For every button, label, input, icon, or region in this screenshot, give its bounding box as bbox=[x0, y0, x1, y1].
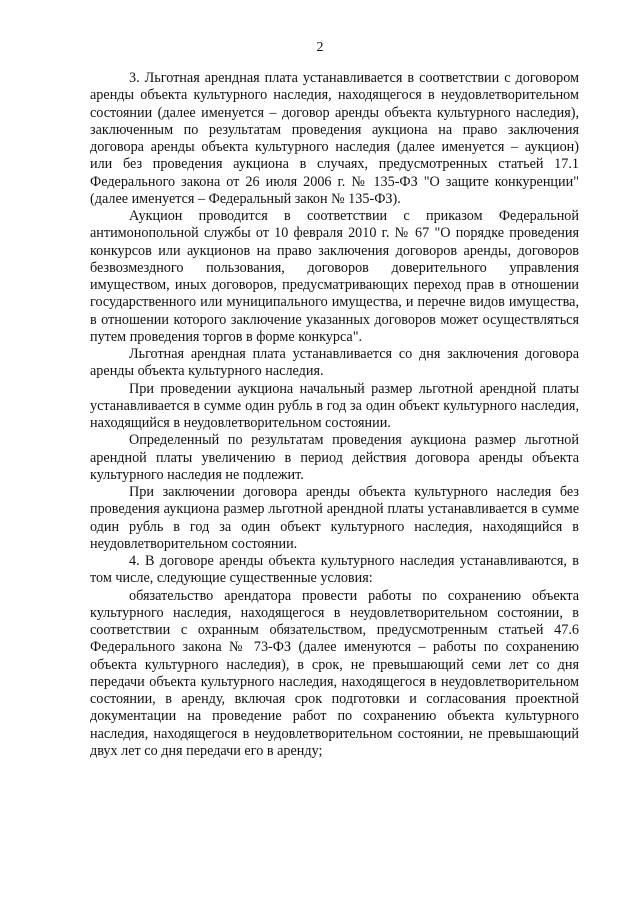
paragraph-no-auction-rent: При заключении договора аренды объекта культурного наследия без проведения аукциона размер льготной арендной платы устанавливается в сумме один рубль в год за один объект культурного наследия, находящийся в неудовлетворительном состоянии. bbox=[90, 484, 579, 552]
paragraph-tenant-obligation: обязательство арендатора провести работы по сохранению объекта культурного наследия, находящегося в неудовлетворительном состоянии, в соответствии с охранным обязательством, предусмотренным статьей 47.6 Федерального закона № 73-ФЗ (далее именуются – работы по сохранению объекта культурного наследия), в срок, не превышающий семи лет со дня передачи объекта культурного наследия, находящегося в неудовлетворительном состоянии, в аренду, включая срок подготовки и согласования проектной документации на проведение работ по сохранению объекта культурного наследия, находящегося в неудовлетворительном состоянии, не превышающий двух лет со дня передачи его в аренду; bbox=[90, 587, 579, 759]
paragraph-auction-order: Аукцион проводится в соответствии с приказом Федеральной антимонопольной службы от 10 февраля 2010 г. № 67 "О порядке проведения конкурсов или аукционов на право заключения договоров аренды, договоров безвозмездного пользования, договоров доверительного управления имуществом, иных договоров, предусматривающих переход прав в отношении государственного или муниципального имущества, и перечне видов имущества, в отношении которого заключение указанных договоров может осуществляться путем проведения торгов в форме конкурса". bbox=[90, 208, 579, 345]
document-body bbox=[90, 70, 579, 760]
paragraph-rent-fixed: Определенный по результатам проведения аукциона размер льготной арендной платы увеличению в период действия договора аренды объекта культурного наследия не подлежит. bbox=[90, 432, 579, 483]
page-number: 2 bbox=[316, 40, 324, 55]
paragraph-clause-4: 4. В договоре аренды объекта культурного наследия устанавливаются, в том числе, следующие существенные условия: bbox=[90, 553, 579, 587]
paragraph-clause-3: 3. Льготная арендная плата устанавливается в соответствии с договором аренды объекта культурного наследия, находящегося в неудовлетворительном состоянии (далее именуется – договор аренды объекта культурного наследия), заключенным по результатам проведения аукциона на право заключения договора аренды объекта культурного наследия (далее именуется – аукцион) или без проведения аукциона в случаях, предусмотренных статьей 17.1 Федерального закона от 26 июля 2006 г. № 135-ФЗ "О защите конкуренции" (далее именуется – Федеральный закон № 135-ФЗ). bbox=[90, 70, 579, 207]
paragraph-rent-start: Льготная арендная плата устанавливается со дня заключения договора аренды объекта культурного наследия. bbox=[90, 346, 579, 380]
paragraph-initial-rent: При проведении аукциона начальный размер льготной арендной платы устанавливается в сумме один рубль в год за один объект культурного наследия, находящийся в неудовлетворительном состоянии. bbox=[90, 380, 579, 431]
